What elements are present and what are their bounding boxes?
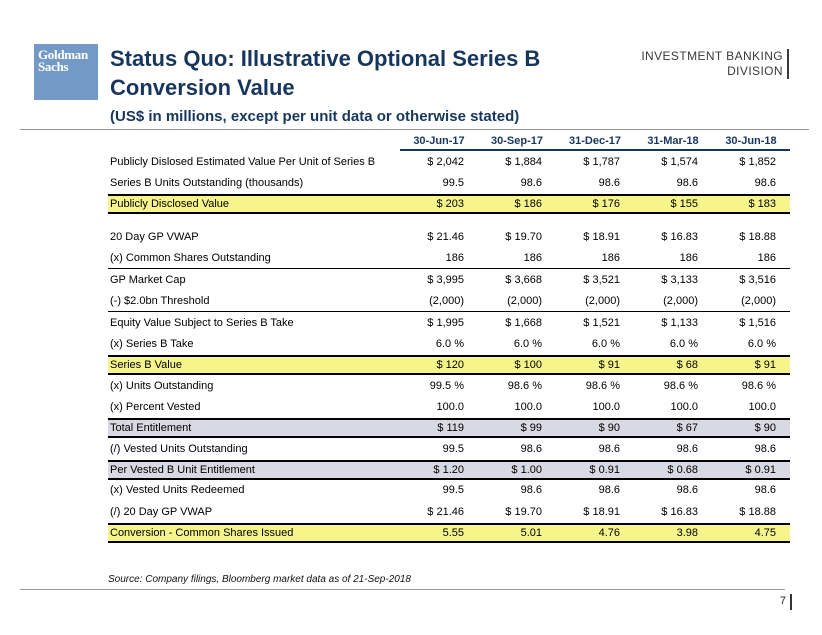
- column-header: 30-Jun-18: [725, 135, 777, 147]
- table-row: [108, 312, 790, 334]
- cell-value: $ 176: [592, 198, 620, 210]
- table-header-row: [108, 136, 790, 151]
- cell-value: 186: [601, 251, 620, 264]
- cell-value: $ 18.88: [739, 230, 776, 243]
- column-header: 30-Sep-17: [491, 135, 543, 147]
- row-label: Publicly Disclosed Value: [110, 198, 230, 210]
- cell-value: $ 1,668: [505, 316, 542, 329]
- cell-value: 98.6: [676, 177, 698, 190]
- cell-value: $ 1,133: [661, 316, 698, 329]
- cell-value: 98.6 %: [585, 379, 620, 392]
- cell-value: 6.0 %: [435, 338, 464, 351]
- cell-value: 99.5: [442, 484, 464, 497]
- division-line2: DIVISION: [727, 64, 783, 78]
- column-header: 31-Mar-18: [647, 135, 699, 147]
- source-note: Source: Company filings, Bloomberg market data as of 21-Sep-2018: [108, 574, 411, 585]
- row-label: Total Entitlement: [110, 422, 192, 434]
- cell-value: 98.6: [598, 484, 620, 497]
- cell-value: $ 90: [598, 422, 620, 434]
- table-row: [108, 248, 790, 270]
- cell-value: 98.6 %: [663, 379, 698, 392]
- table-row: [108, 501, 790, 523]
- page-number-divider: [790, 594, 792, 610]
- cell-value: 186: [679, 251, 698, 264]
- cell-value: 98.6: [754, 442, 776, 455]
- cell-value: $ 1,787: [583, 155, 620, 168]
- cell-value: $ 1,516: [739, 316, 776, 329]
- cell-value: $ 90: [754, 422, 776, 434]
- column-header: 30-Jun-17: [413, 135, 465, 147]
- cell-value: $ 3,133: [661, 273, 698, 286]
- cell-value: $ 18.88: [739, 505, 776, 518]
- cell-value: 3.98: [676, 526, 698, 539]
- cell-value: $ 18.91: [583, 505, 620, 518]
- cell-value: 98.6: [598, 177, 620, 190]
- cell-value: 6.0 %: [513, 338, 542, 351]
- row-label: Series B Units Outstanding (thousands): [110, 177, 304, 190]
- cell-value: 100.0: [592, 401, 620, 414]
- cell-value: (2,000): [429, 294, 464, 307]
- cell-value: 99.5 %: [429, 379, 464, 392]
- table-row: [108, 480, 790, 502]
- goldman-sachs-logo: [34, 44, 98, 100]
- cell-value: $ 91: [598, 359, 620, 371]
- cell-value: $ 19.70: [505, 505, 542, 518]
- title-line1: Status Quo: Illustrative Optional Series B: [110, 46, 541, 71]
- cell-value: $ 3,668: [505, 273, 542, 286]
- row-label: (/) 20 Day GP VWAP: [110, 505, 213, 518]
- cell-value: $ 16.83: [661, 505, 698, 518]
- cell-value: 98.6: [676, 484, 698, 497]
- row-label: (-) $2.0bn Threshold: [110, 294, 210, 307]
- row-label: (x) Units Outstanding: [110, 379, 214, 392]
- cell-value: $ 186: [514, 198, 542, 210]
- row-label: (x) Common Shares Outstanding: [110, 251, 271, 264]
- cell-value: 100.0: [514, 401, 542, 414]
- footer-rule: [20, 589, 785, 590]
- cell-value: $ 0.91: [745, 463, 776, 476]
- cell-value: 98.6: [754, 177, 776, 190]
- cell-value: 100.0: [748, 401, 776, 414]
- table-row-highlight-yellow: [108, 523, 790, 543]
- cell-value: 99.5: [442, 177, 464, 190]
- cell-value: 6.0 %: [669, 338, 698, 351]
- cell-value: $ 67: [676, 422, 698, 434]
- table-row-highlight-lavender: [108, 418, 790, 438]
- table-spacer: [108, 214, 790, 226]
- cell-value: 186: [757, 251, 776, 264]
- cell-value: $ 1.00: [511, 463, 542, 476]
- cell-value: 5.55: [442, 526, 464, 539]
- logo-text-line1: Goldman: [38, 47, 88, 62]
- cell-value: 98.6: [520, 484, 542, 497]
- row-label: Equity Value Subject to Series B Take: [110, 316, 294, 329]
- cell-value: (2,000): [585, 294, 620, 307]
- cell-value: $ 100: [514, 359, 542, 371]
- header-columns: [400, 135, 790, 151]
- cell-value: $ 0.91: [589, 463, 620, 476]
- cell-value: $ 1,852: [739, 155, 776, 168]
- cell-value: (2,000): [741, 294, 776, 307]
- cell-value: $ 21.46: [427, 505, 464, 518]
- page-title: [110, 44, 540, 102]
- logo-text-line2: Sachs: [38, 59, 69, 74]
- cell-value: 6.0 %: [591, 338, 620, 351]
- column-header: 31-Dec-17: [569, 135, 621, 147]
- cell-value: $ 0.68: [667, 463, 698, 476]
- cell-value: $ 1.20: [433, 463, 464, 476]
- table-row: [108, 334, 790, 356]
- cell-value: 98.6 %: [741, 379, 776, 392]
- row-label: (x) Percent Vested: [110, 401, 201, 414]
- table-row: [108, 226, 790, 248]
- cell-value: $ 1,574: [661, 155, 698, 168]
- table-row: [108, 291, 790, 313]
- cell-value: 98.6: [676, 442, 698, 455]
- cell-value: $ 19.70: [505, 230, 542, 243]
- page-number: 7: [779, 595, 786, 607]
- cell-value: $ 99: [520, 422, 542, 434]
- cell-value: 98.6: [598, 442, 620, 455]
- cell-value: 4.76: [598, 526, 620, 539]
- row-label: Per Vested B Unit Entitlement: [110, 463, 255, 476]
- cell-value: $ 203: [436, 198, 464, 210]
- row-label: (/) Vested Units Outstanding: [110, 442, 248, 455]
- cell-value: 100.0: [670, 401, 698, 414]
- cell-value: $ 183: [748, 198, 776, 210]
- division-label: [641, 49, 783, 79]
- cell-value: $ 68: [676, 359, 698, 371]
- cell-value: $ 21.46: [427, 230, 464, 243]
- cell-value: 98.6: [520, 442, 542, 455]
- cell-value: $ 3,995: [427, 273, 464, 286]
- table-row: [108, 173, 790, 195]
- page-subtitle: (US$ in millions, except per unit data or otherwise stated): [110, 108, 520, 125]
- table-row: [108, 269, 790, 291]
- division-line1: INVESTMENT BANKING: [641, 49, 783, 63]
- table-row: [108, 438, 790, 460]
- row-label: (x) Vested Units Redeemed: [110, 484, 245, 497]
- title-line2: Conversion Value: [110, 75, 295, 100]
- table-row-highlight-yellow: [108, 355, 790, 375]
- cell-value: $ 3,516: [739, 273, 776, 286]
- cell-value: (2,000): [663, 294, 698, 307]
- header-rule: [20, 129, 809, 130]
- row-label: (x) Series B Take: [110, 338, 194, 351]
- cell-value: $ 18.91: [583, 230, 620, 243]
- table-row: [108, 397, 790, 419]
- cell-value: 4.75: [754, 526, 776, 539]
- row-label: GP Market Cap: [110, 273, 186, 286]
- cell-value: $ 119: [437, 422, 464, 434]
- cell-value: 98.6: [520, 177, 542, 190]
- row-label: Publicly Dislosed Estimated Value Per Unit of Series B: [110, 155, 376, 168]
- cell-value: $ 2,042: [427, 155, 464, 168]
- row-label: 20 Day GP VWAP: [110, 230, 199, 243]
- cell-value: 186: [523, 251, 542, 264]
- cell-value: 98.6 %: [507, 379, 542, 392]
- cell-value: 100.0: [436, 401, 464, 414]
- cell-value: $ 16.83: [661, 230, 698, 243]
- cell-value: $ 120: [436, 359, 464, 371]
- table-row: [108, 151, 790, 173]
- cell-value: 5.01: [520, 526, 542, 539]
- conversion-table: [108, 136, 790, 543]
- cell-value: (2,000): [507, 294, 542, 307]
- row-label: Conversion - Common Shares Issued: [110, 526, 294, 539]
- cell-value: $ 1,884: [505, 155, 542, 168]
- division-divider-bar: [787, 49, 789, 79]
- row-label: Series B Value: [110, 359, 182, 371]
- table-row-highlight-lavender: [108, 460, 790, 480]
- cell-value: $ 1,521: [583, 316, 620, 329]
- cell-value: 99.5: [442, 442, 464, 455]
- cell-value: 98.6: [754, 484, 776, 497]
- table-row-highlight-yellow: [108, 194, 790, 214]
- cell-value: $ 1,995: [427, 316, 464, 329]
- cell-value: $ 155: [670, 198, 698, 210]
- cell-value: 6.0 %: [747, 338, 776, 351]
- cell-value: $ 91: [754, 359, 776, 371]
- table-row: [108, 375, 790, 397]
- cell-value: $ 3,521: [583, 273, 620, 286]
- cell-value: 186: [445, 251, 464, 264]
